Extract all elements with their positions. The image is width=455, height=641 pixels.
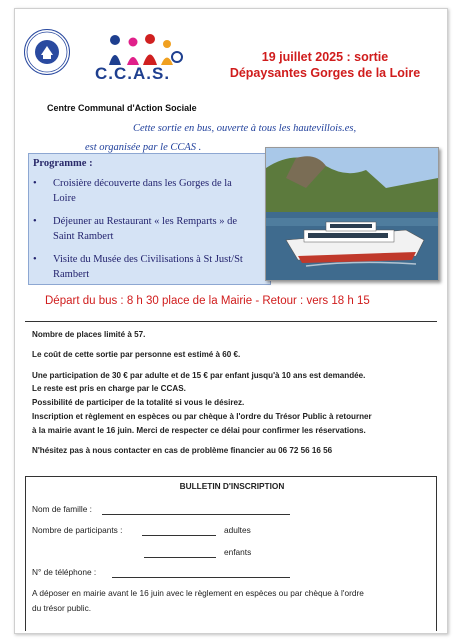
bulletin-form <box>25 476 437 631</box>
intro-line-2: est organisée par le CCAS . <box>85 142 202 153</box>
programme-heading: Programme : <box>33 158 93 169</box>
bulletin-title: BULLETIN D'INSCRIPTION <box>179 481 285 491</box>
possible-text: Possibilité de participer de la totalité si vous le désirez. <box>32 398 245 407</box>
telephone-field[interactable] <box>112 567 290 578</box>
town-seal-logo <box>24 29 70 75</box>
intro-line-1: Cette sortie en bus, ouverte à tous les hautevillois.es, <box>133 123 357 134</box>
ccas-logo-text: C.C.A.S. <box>95 64 171 83</box>
programme-box <box>28 153 271 285</box>
enfants-field[interactable] <box>144 547 216 558</box>
page-title <box>200 49 450 81</box>
bullet-icon: • <box>33 216 37 227</box>
cost-text: Le coût de cette sortie par personne est estimé à 60 €. <box>32 350 241 359</box>
inscription-text-2: à la mairie avant le 16 juin. Merci de respecter ce délai pour confirmer les réservations. <box>32 426 366 435</box>
centre-label: Centre Communal d'Action Sociale <box>47 103 197 113</box>
ccas-figures-icon <box>105 31 183 67</box>
adultes-field[interactable] <box>142 525 216 536</box>
rest-text: Le reste est pris en charge par le CCAS. <box>32 384 186 393</box>
places-text: Nombre de places limité à 57. <box>32 330 146 339</box>
title-line-1: 19 juillet 2025 : sortie <box>261 50 389 64</box>
programme-item: • Visite du Musée des Civilisations à St Just/St Rambert <box>33 254 243 280</box>
bullet-icon: • <box>33 254 37 265</box>
flyer-page <box>14 8 448 634</box>
programme-item: • Déjeuner au Restaurant « les Remparts » de Saint Rambert <box>33 216 237 242</box>
footer-text-1: A déposer en mairie avant le 16 juin avec le règlement en espèces ou par chèque à l'ordre <box>32 588 364 598</box>
section-divider <box>25 321 437 322</box>
contact-text: N'hésitez pas à nous contacter en cas de problème financier au 06 72 56 16 56 <box>32 446 333 455</box>
enfants-label: enfants <box>224 547 252 557</box>
footer-text-2: du trésor public. <box>32 603 92 613</box>
programme-item: • Croisière découverte dans les Gorges de la Loire <box>33 178 232 204</box>
departure-info: Départ du bus : 8 h 30 place de la Mairie - Retour : vers 18 h 15 <box>45 295 370 307</box>
title-line-2: Dépaysantes Gorges de la Loire <box>229 66 421 80</box>
bullet-icon: • <box>33 178 37 189</box>
participants-label: Nombre de participants : <box>32 525 123 535</box>
nom-label: Nom de famille : <box>32 504 92 514</box>
boat-photo <box>265 147 439 281</box>
nom-field[interactable] <box>102 504 290 515</box>
participation-text: Une participation de 30 € par adulte et de 15 € par enfant jusqu'à 10 ans est demandée. <box>32 371 366 380</box>
inscription-text-1: Inscription et règlement en espèces ou par chèque à l'ordre du Trésor Public à retourner <box>32 412 372 421</box>
adultes-label: adultes <box>224 525 251 535</box>
telephone-label: N° de téléphone : <box>32 567 97 577</box>
